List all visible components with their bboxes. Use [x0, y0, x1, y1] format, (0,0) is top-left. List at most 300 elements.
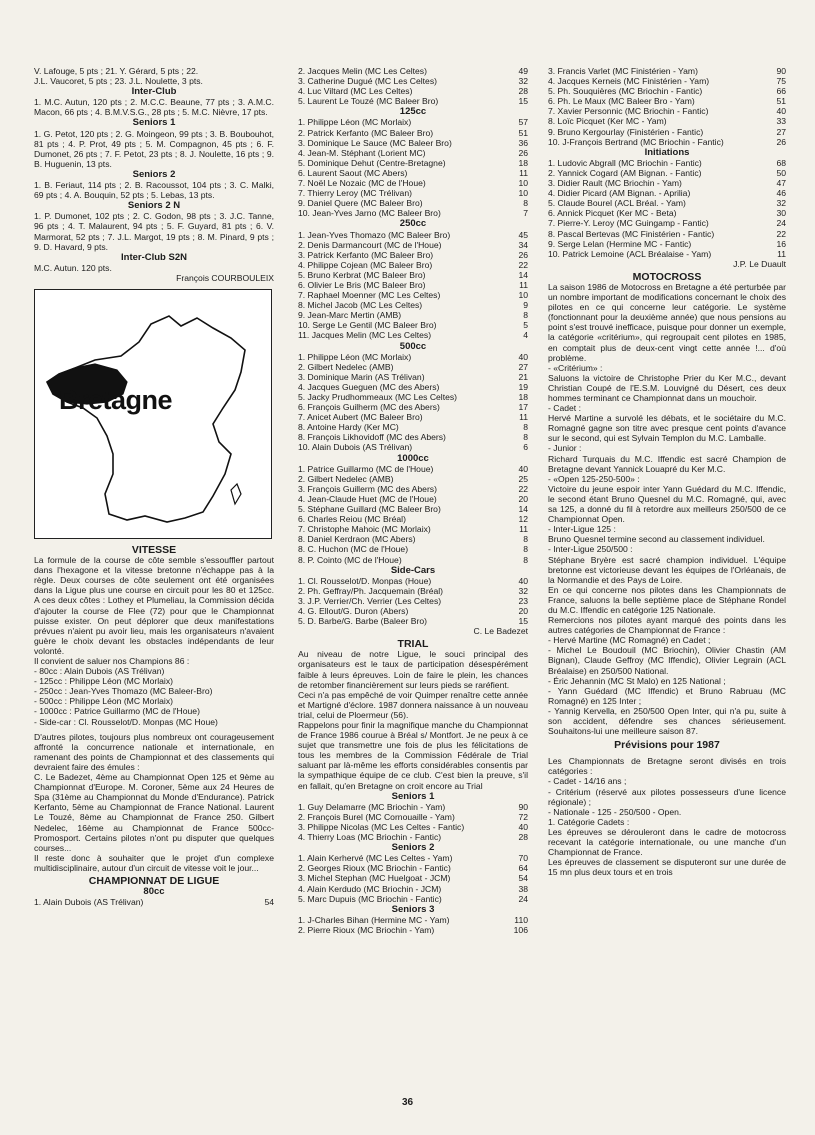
section-title-previsions-1987: Prévisions pour 1987	[614, 739, 720, 752]
result-row	[298, 352, 528, 362]
result-name: 2. Denis Darmancourt (MC de l'Houe)	[298, 239, 442, 250]
result-row	[298, 310, 528, 320]
result-name: 3. Dominique Le Sauce (MC Baleer Bro)	[298, 137, 452, 148]
motocross-paragraph: - Inter-Ligue 125 :	[548, 524, 616, 535]
result-name: 8. Antoine Hardy (Ker MC)	[298, 422, 399, 433]
result-points: 57	[518, 117, 528, 128]
result-points: 27	[518, 361, 528, 372]
result-points: 8	[523, 544, 528, 555]
heading-initiations: Initiations	[644, 146, 690, 158]
result-row	[298, 832, 528, 842]
ligue-heading-80cc: 80cc	[143, 886, 165, 898]
result-points: 18	[518, 392, 528, 402]
ligue-results-sections	[298, 107, 528, 626]
vitesse-paragraph-3: D'autres pilotes, toujours plus nombreux ont courageusement affronté la concurrence nationale et internationale, en ramenant des points de Championnat et des classements qui devraient faire des émules :	[34, 731, 274, 772]
result-points: 11	[519, 524, 528, 535]
result-name: 2. Jacques Melin (MC Les Celtes)	[298, 66, 427, 76]
trial-paragraph-3: Rappelons pour finir la magnifique manche du Championnat de France 1986 courue à Bréal s/ Montfort. Je ne peux à ce sujet que transmettre une fois de plus les félicitations de tous les membres de la Commission Fédérale de Trial saluant par là-même les efforts considérables consentis par la sympathique équipe de ce club. C'est bien la preuve, s'il en fallait, qu'en Bretagne on croit encore au Trial	[298, 720, 528, 791]
result-row	[298, 464, 528, 474]
results-heading: Side-Cars	[390, 564, 436, 576]
results-heading: 1000cc	[397, 452, 429, 464]
result-points: 15	[518, 616, 528, 627]
result-row	[548, 137, 786, 147]
result-name: 4. Luc Viltard (MC Les Celtes)	[298, 86, 413, 97]
result-points: 5	[523, 320, 528, 331]
result-points: 51	[518, 127, 528, 138]
result-points: 66	[776, 86, 786, 97]
result-row	[298, 504, 528, 514]
vitesse-paragraph-2: Il convient de saluer nos Champions 86 :	[34, 656, 190, 666]
result-points: 14	[518, 504, 528, 515]
result-name: 9. Serge Lelan (Hermine MC - Fantic)	[548, 238, 692, 249]
block-heading-seniors-1: Seniors 1	[132, 117, 176, 129]
result-row	[298, 372, 528, 382]
result-points: 90	[776, 66, 786, 76]
result-name: 2. Gilbert Nedelec (AMB)	[298, 473, 394, 484]
result-row	[298, 250, 528, 260]
block-text-inter-club-s2n: M.C. Autun. 120 pts.	[34, 262, 112, 273]
result-points: 22	[776, 228, 786, 239]
trial-seniors-3-continued	[548, 66, 786, 147]
motocross-paragraph: - Junior :	[548, 443, 582, 454]
result-points: 12	[518, 514, 528, 525]
result-name: 4. Jean-Claude Huet (MC de l'Houe)	[298, 493, 437, 504]
result-row	[548, 198, 786, 208]
motocross-paragraph: En ce qui concerne nos pilotes dans les Championnats de France, saluons la belle septième place de Stéphane Rondel du M.C. Iffendic en catégorie 125 Nationale.	[548, 584, 786, 615]
result-row	[298, 596, 528, 606]
trial-results-sections	[298, 792, 528, 935]
result-points: 28	[518, 86, 528, 97]
champion-line: - 1000cc : Patrice Guillarmo (MC de l'Houe)	[34, 706, 200, 717]
result-row	[298, 158, 528, 168]
result-row	[298, 494, 528, 504]
map-label-bretagne: Bretagne	[59, 384, 173, 415]
result-row	[548, 249, 786, 259]
result-row	[548, 96, 786, 106]
result-row	[298, 402, 528, 412]
result-points: 72	[518, 811, 528, 822]
result-name: 5. Ph. Souquières (MC Briochin - Fantic)	[548, 86, 703, 97]
result-name: 10. Serge Le Gentil (MC Baleer Bro)	[298, 320, 437, 331]
result-row	[298, 442, 528, 452]
champion-line: - 125cc : Philippe Léon (MC Morlaix)	[34, 676, 173, 687]
result-row	[298, 290, 528, 300]
result-points: 32	[518, 76, 528, 87]
motocross-paragraph: - Cadet :	[548, 403, 581, 414]
result-points: 26	[518, 147, 528, 158]
result-points: 19	[518, 381, 528, 392]
result-row	[548, 76, 786, 86]
result-row	[298, 873, 528, 883]
vitesse-paragraph-4: C. Le Badezet, 4ème au Championnat Open 125 et 9ème au Championnat d'Europe. M. Coroner, 5ème aux 24 Heures de Spa (31ème au Championnat du Monde d'Endurance). Patrick Kerfanto, 5ème au Championnat de France National. Laurent Le Touzé, 8ème au Championnat de France 250. Gilbert Nedelec, 16ème au Championnat de France 500cc-Promosport. Certains pilotes n'ont pu disputer que quelques courses...	[34, 772, 274, 853]
motocross-paragraph: Hervé Martine a survolé les débats, et le sociétaire du M.C. Romagné gagne son titre avec presque cent points d'avance sur le second, qui est Sylvain Templon du M.C. Lamballe.	[548, 413, 786, 444]
motocross-paragraph: - Éric Jehannin (MC St Malo) en 125 National ;	[548, 675, 726, 686]
ligue-80cc-continued	[298, 66, 528, 106]
trial-heading: Seniors 2	[391, 842, 435, 854]
previsions-paragraph: - Nationale - 125 - 250/500 - Open.	[548, 806, 682, 817]
result-name: 4. Jean-M. Stéphant (Lorient MC)	[298, 147, 426, 158]
result-row	[548, 208, 786, 218]
results-heading: 125cc	[399, 106, 427, 118]
result-name: 4. Philippe Cojean (MC Baleer Bro)	[298, 259, 433, 270]
result-name: 2. Ph. Geffray/Ph. Jacquemain (Bréal)	[298, 585, 444, 596]
result-name: 8. Loïc Picquet (Ker MC - Yam)	[548, 116, 667, 127]
result-name: 1. Cl. Rousselot/D. Monpas (Houe)	[298, 575, 432, 586]
result-row	[298, 188, 528, 198]
motocross-paragraph: Remercions nos pilotes ayant marqué des points dans les autres catégories de Championnat de France :	[548, 615, 786, 636]
previsions-paragraph: Les épreuves de classement se disputeront sur une durée de 15 mn plus deux tours et en trois	[548, 857, 786, 878]
result-points: 47	[776, 178, 786, 189]
champion-line: - 80cc : Alain Dubois (AS Trélivan)	[34, 666, 165, 677]
trial-paragraph-2: Ceci n'a pas empêché de voir Quimper renaître cette année et Martigné d'éclore. 1987 donnera naissance à un nouveau trial, celui de Ploermeur (56).	[298, 689, 528, 720]
result-points: 32	[776, 198, 786, 209]
result-name: 3. Dominique Marin (AS Trélivan)	[298, 371, 425, 382]
champion-line: - Side-car : Cl. Rousselot/D. Monpas (MC Houe)	[34, 716, 218, 727]
result-points: 54	[264, 897, 274, 908]
top-line-1: V. Lafouge, 5 pts ; 21. Y. Gérard, 5 pts ; 22.	[34, 66, 199, 76]
result-points: 26	[776, 136, 786, 147]
result-points: 8	[523, 422, 528, 433]
result-row	[548, 127, 786, 137]
result-row	[298, 894, 528, 904]
result-points: 50	[776, 167, 786, 178]
result-name: 4. Didier Picard (AM Bignan. - Aprilia)	[548, 188, 691, 199]
result-name: 9. Jean-Marc Mertin (AMB)	[298, 310, 402, 321]
result-row	[298, 320, 528, 330]
result-row	[298, 96, 528, 106]
trial-heading: Seniors 3	[391, 903, 435, 915]
result-points: 25	[518, 473, 528, 484]
result-points: 106	[513, 924, 528, 935]
result-points: 8	[523, 432, 528, 443]
section-title-trial: TRIAL	[397, 638, 429, 651]
result-name: 8. Daniel Kerdraon (MC Abers)	[298, 534, 416, 545]
result-points: 11	[519, 412, 528, 423]
result-row	[298, 168, 528, 178]
result-points: 20	[518, 493, 528, 504]
result-row	[548, 116, 786, 126]
result-points: 30	[776, 208, 786, 219]
section-title-championnat-ligue: CHAMPIONNAT DE LIGUE	[88, 874, 220, 887]
result-row	[298, 884, 528, 894]
result-name: 5. Claude Bourel (ACL Bréal. - Yam)	[548, 198, 686, 209]
result-row	[298, 534, 528, 544]
vitesse-paragraph-1: La formule de la course de côte semble s'essouffler partout dans l'hexagone et la vitesse bretonne n'échappe pas à la règle. Deux courses de côte seulement ont été organisées dans la Ligue plus une course en circuit pour les 80 et 125cc. A ces deux côtes : Lothey et Plumeliau, la Commission décida d'ajouter la course de Flee (72) pour que le Championnat puisse exister. On peut déplorer que deux manifestations prévues n'aient pu avoir lieu, mais les organisateurs n'avaient guère le choix devant les obstacles indépendants de leur volonté.	[34, 555, 274, 656]
result-points: 36	[518, 137, 528, 148]
result-row	[298, 86, 528, 96]
result-row	[298, 863, 528, 873]
result-points: 18	[518, 157, 528, 168]
bretagne-map-figure	[34, 289, 272, 539]
previsions-paragraph: Les épreuves se dérouleront dans le cadre de motocross recevant la catégorie internationale, ou une manche d'un Championnat de France.	[548, 826, 786, 858]
result-row	[298, 524, 528, 534]
result-name: 7. Raphael Moenner (MC Les Celtes)	[298, 290, 441, 301]
result-points: 33	[776, 116, 786, 127]
result-points: 68	[776, 157, 786, 168]
result-row	[298, 853, 528, 863]
result-name: 4. Jacques Kerneis (MC Finistérien - Yam)	[548, 76, 710, 87]
result-name: 1. Philippe Léon (MC Morlaix)	[298, 117, 412, 128]
result-name: 5. Marc Dupuis (MC Briochin - Fantic)	[298, 893, 442, 904]
result-row	[548, 239, 786, 249]
result-points: 4	[523, 330, 528, 341]
result-row	[298, 822, 528, 832]
block-text-inter-club: 1. M.C. Autun, 120 pts ; 2. M.C.C. Beaune, 77 pts ; 3. A.M.C. Macon, 66 pts ; 4. B.M.V.S.G., 28 pts ; 5. M.C. Nièvre, 17 pts.	[34, 97, 274, 118]
result-name: 2. Gilbert Nedelec (AMB)	[298, 361, 394, 372]
result-name: 6. Annick Picquet (Ker MC - Beta)	[548, 208, 677, 219]
result-name: 2. Patrick Kerfanto (MC Baleer Bro)	[298, 127, 434, 138]
result-row	[298, 544, 528, 554]
result-name: 4. Thierry Loas (MC Briochin - Fantic)	[298, 832, 442, 843]
result-row	[298, 616, 528, 626]
result-name: 7. Thierry Leroy (MC Trélivan)	[298, 188, 412, 199]
result-name: 5. Dominique Dehut (Centre-Bretagne)	[298, 157, 446, 168]
result-points: 22	[518, 483, 528, 494]
result-name: 2. Pierre Rioux (MC Briochin - Yam)	[298, 924, 435, 935]
result-points: 38	[518, 883, 528, 894]
result-name: 8. Pascal Bertevas (MC Finistérien - Fantic)	[548, 228, 715, 239]
result-row	[298, 148, 528, 158]
result-name: 3. François Guillerm (MC des Abers)	[298, 483, 437, 494]
result-row	[298, 178, 528, 188]
result-points: 8	[523, 310, 528, 321]
result-row	[298, 812, 528, 822]
result-row	[548, 66, 786, 76]
top-line-2: J.L. Vaucoret, 5 pts ; 23. J.L. Noulette, 3 pts.	[34, 76, 203, 87]
column-3	[548, 66, 786, 877]
result-row	[298, 117, 528, 127]
result-name: 7. Anicet Aubert (MC Baleer Bro)	[298, 412, 423, 423]
result-name: 7. Pierre-Y. Leroy (MC Guingamp - Fantic)	[548, 218, 709, 229]
result-points: 51	[776, 96, 786, 107]
result-points: 21	[518, 371, 528, 382]
result-row	[298, 362, 528, 372]
result-name: 10. Alain Dubois (AS Trélivan)	[298, 442, 413, 453]
result-name: 8. P. Cointo (MC de l'Houe)	[298, 554, 402, 565]
result-row	[298, 474, 528, 484]
result-points: 8	[523, 198, 528, 209]
result-row	[298, 412, 528, 422]
result-name: 5. Laurent Le Touzé (MC Baleer Bro)	[298, 96, 439, 107]
result-name: 1. Patrice Guillarmo (MC de l'Houe)	[298, 463, 434, 474]
result-name: 4. Alain Kerdudo (MC Briochin - JCM)	[298, 883, 442, 894]
result-name: 3. Michel Stephan (MC Huelgoat - JCM)	[298, 873, 451, 884]
result-points: 10	[518, 178, 528, 189]
block-heading-inter-club: Inter-Club	[131, 86, 177, 98]
motocross-paragraph: Bruno Quesnel termine second au classement individuel.	[548, 534, 765, 545]
result-points: 40	[518, 351, 528, 362]
result-row	[298, 260, 528, 270]
result-points: 11	[519, 279, 528, 290]
result-row	[298, 915, 528, 925]
result-points: 110	[514, 914, 528, 925]
result-row	[298, 128, 528, 138]
block-heading-seniors-2n: Seniors 2 N	[127, 200, 181, 212]
result-points: 54	[518, 873, 528, 884]
result-row	[298, 555, 528, 565]
result-row	[548, 178, 786, 188]
result-points: 22	[518, 259, 528, 270]
result-points: 32	[518, 585, 528, 596]
column-2	[298, 66, 528, 935]
result-points: 11	[519, 167, 528, 178]
result-row	[298, 76, 528, 86]
motocross-paragraph: - Michel Le Boudouil (MC Briochin), Olivier Chastin (AM Bignan), Claude Geffroy (MC Iffendic), Olivier Legrain (ACL Bréalaise) en 250/500 National.	[548, 645, 786, 676]
result-name: 6. Charles Reiou (MC Bréal)	[298, 514, 406, 525]
previsions-paragraph: - Cadet - 14/16 ans ;	[548, 776, 627, 787]
result-row	[548, 229, 786, 239]
result-row	[548, 168, 786, 178]
block-heading-inter-club-s2n: Inter-Club S2N	[121, 251, 187, 263]
result-row	[298, 382, 528, 392]
result-points: 90	[518, 801, 528, 812]
motocross-paragraph: - Inter-Ligue 250/500 :	[548, 544, 633, 555]
result-name: 4. G. Ellout/G. Duron (Abers)	[298, 605, 409, 616]
result-points: 11	[777, 248, 786, 259]
result-row	[548, 218, 786, 228]
result-name: 3. J.P. Verrier/Ch. Verrier (Les Celtes)	[298, 595, 442, 606]
result-name: 7. Noël Le Nozaic (MC de l'Houe)	[298, 178, 426, 189]
result-row	[298, 280, 528, 290]
vitesse-paragraph-5: Il reste donc à souhaiter que le projet d'un complexe multidisciplinaire, autour d'un circuit de vitesse voit le jour...	[34, 852, 274, 873]
result-name: 10. Jean-Yves Jarno (MC Baleer Bro)	[298, 208, 441, 219]
result-row	[298, 138, 528, 148]
result-name: 1. Jean-Yves Thomazo (MC Baleer Bro)	[298, 229, 451, 240]
result-points: 7	[523, 208, 528, 219]
column-1	[34, 66, 274, 907]
motocross-paragraph: - Yann Guédard (MC Iffendic) et Bruno Rabruau (MC Romagné) en 125 Inter ;	[548, 685, 786, 706]
result-name: 8. Michel Jacob (MC Les Celtes)	[298, 300, 423, 311]
result-row	[548, 86, 786, 96]
result-name: 3. Didier Rault (MC Briochin - Yam)	[548, 178, 682, 189]
result-row	[298, 432, 528, 442]
result-row	[548, 158, 786, 168]
initiations-results	[548, 158, 786, 259]
result-name: 3. Francis Varlet (MC Finistérien - Yam)	[548, 66, 698, 76]
result-row	[298, 802, 528, 812]
result-points: 27	[776, 126, 786, 137]
previsions-paragraph: Les Championnats de Bretagne seront divisés en trois catégories :	[548, 756, 786, 777]
motocross-paragraph: - «Open 125-250-500» :	[548, 473, 640, 484]
motocross-paragraph: Richard Turquais du M.C. Iffendic est sacré Champion de Bretagne devant Yannick Louapré du Ker M.C.	[548, 453, 786, 474]
motocross-paragraph: Saluons la victoire de Christophe Prier du Ker M.C., devant Christian Coupé de l'E.S.M. Louvigné du Désert, ces deux hommes terminant ce Championnat dans un mouchoir.	[548, 372, 786, 403]
result-row	[298, 208, 528, 218]
result-points: 45	[518, 229, 528, 240]
result-name: 4. Jacques Gueguen (MC des Abers)	[298, 381, 440, 392]
section-title-motocross: MOTOCROSS	[632, 270, 702, 283]
result-points: 8	[523, 534, 528, 545]
result-name: 7. Xavier Personnic (MC Briochin - Fantic)	[548, 106, 709, 117]
result-row	[548, 106, 786, 116]
motocross-paragraph: Victoire du jeune espoir inter Yann Guédard du M.C. Iffendic, le second étant Bruno Quesnel du M.C. Romagné, qui, avec sa 125, a donné du fil à retordre aux meilleurs 250/500 de ce Championnat Open.	[548, 483, 786, 525]
result-row	[548, 188, 786, 198]
block-heading-seniors-2: Seniors 2	[132, 168, 176, 180]
result-name: 1. J-Charles Bihan (Hermine MC - Yam)	[298, 914, 450, 925]
result-row	[298, 576, 528, 586]
result-row	[298, 270, 528, 280]
result-points: 8	[523, 554, 528, 565]
result-points: 9	[523, 300, 528, 311]
result-points: 40	[518, 575, 528, 586]
trial-paragraph-1: Au niveau de notre Ligue, le souci principal des organisateurs est le taux de participation désespérément faible à leurs épreuves. Loin de faire le plein, les chances de retomber financièrement sur leurs pieds se raréfient.	[298, 649, 528, 690]
motocross-paragraph: Stéphane Bryère est sacré champion individuel. L'équipe bretonne est victorieuse devant les équipes de l'Orléanais, de la Normandie et des Pays de Loire.	[548, 554, 786, 585]
result-points: 16	[776, 238, 786, 249]
motocross-paragraph: La saison 1986 de Motocross en Bretagne a été perturbée par un nombre important de modifications concernant le choix des pilotes en ce qui concerne leur catégorie. Le système (fonctionnant pour la deuxième année) que nous pensions au point s'est trouvé inefficace, puisque pour donner un exemple, la catégorie «critérium», qui regroupait cent pilotes en 1985, en comptait plus de deux-cent vingt cette année !... d'où problème.	[548, 281, 786, 363]
champion-line: - 500cc : Philippe Léon (MC Morlaix)	[34, 696, 173, 707]
result-name: 9. Bruno Kergourlay (Finistérien - Fantic)	[548, 126, 704, 137]
block-text-seniors-1: 1. G. Petot, 120 pts ; 2. G. Moingeon, 99 pts ; 3. B. Boubouhot, 81 pts ; 4. P. Prot, 49 pts ; 5. M. Compagnon, 45 pts ; 6. F. Dumonet, 26 pts ; 7. F. Petot, 23 pts ; 8. J. Noulette, 16 pts ; 9. B. Huguenin, 13 pts.	[34, 128, 274, 169]
result-points: 17	[518, 402, 528, 413]
previsions-paragraph: - Critérium (réservé aux pilotes possesseurs d'une licence régionale) ;	[548, 786, 786, 807]
result-name: 3. Catherine Dugué (MC Les Celtes)	[298, 76, 437, 87]
result-name: 5. Stéphane Guillard (MC Baleer Bro)	[298, 504, 441, 515]
result-row	[298, 198, 528, 208]
signature-le-duault: J.P. Le Duault	[733, 258, 786, 269]
result-name: 1. Guy Delamarre (MC Briochin - Yam)	[298, 801, 446, 812]
result-name: 8. François Likhovidoff (MC des Abers)	[298, 432, 446, 443]
result-name: 9. Daniel Quere (MC Baleer Bro)	[298, 198, 423, 209]
result-points: 10	[518, 290, 528, 301]
result-name: 10. J-François Bertrand (MC Briochin - Fantic)	[548, 136, 724, 147]
previsions-text	[548, 756, 786, 877]
result-points: 40	[518, 821, 528, 832]
signature-le-badezet: C. Le Badezet	[473, 626, 528, 637]
result-name: 5. D. Barbe/G. Barbe (Baleer Bro)	[298, 616, 427, 627]
result-row	[298, 66, 528, 76]
result-name: 2. Yannick Cogard (AM Bignan. - Fantic)	[548, 167, 702, 178]
result-points: 46	[776, 188, 786, 199]
champion-line: - 250cc : Jean-Yves Thomazo (MC Baleer-Bro)	[34, 686, 213, 697]
result-points: 20	[518, 605, 528, 616]
result-points: 24	[518, 893, 528, 904]
page-number: 36	[401, 1097, 414, 1108]
result-points: 75	[776, 76, 786, 87]
result-points: 23	[518, 595, 528, 606]
result-name: 6. François Guilherm (MC des Abers)	[298, 402, 440, 413]
result-points: 49	[518, 66, 528, 76]
trial-heading: Seniors 1	[391, 790, 435, 802]
signature-courbouleix: François COURBOULEIX	[176, 272, 274, 283]
result-row	[298, 392, 528, 402]
result-name: 1. Alain Dubois (AS Trélivan)	[34, 897, 144, 908]
results-heading: 500cc	[399, 340, 427, 352]
result-name: 6. Laurent Saout (MC Abers)	[298, 167, 408, 178]
result-name: 1. Philippe Léon (MC Morlaix)	[298, 351, 412, 362]
result-row	[298, 925, 528, 935]
result-row	[298, 300, 528, 310]
result-name: 1. Alain Kerhervé (MC Les Celtes - Yam)	[298, 853, 453, 864]
result-row	[298, 586, 528, 596]
result-points: 34	[518, 239, 528, 250]
result-points: 10	[518, 188, 528, 199]
result-name: 10. Patrick Lemoine (ACL Bréalaise - Yam)	[548, 248, 712, 259]
result-name: 11. Jacques Melin (MC Les Celtes)	[298, 330, 432, 341]
motocross-text	[548, 282, 786, 736]
result-row	[298, 422, 528, 432]
result-name: 2. François Burel (MC Cornouaille - Yam)	[298, 811, 455, 822]
result-row	[298, 514, 528, 524]
result-row	[34, 897, 274, 907]
result-name: 2. Georges Rioux (MC Briochin - Fantic)	[298, 863, 451, 874]
result-points: 14	[518, 269, 528, 280]
result-points: 24	[776, 218, 786, 229]
result-points: 70	[518, 853, 528, 864]
result-points: 40	[518, 463, 528, 474]
result-name: 6. Ph. Le Maux (MC Baleer Bro - Yam)	[548, 96, 695, 107]
motocross-paragraph: - Yannig Kervella, en 250/500 Open Inter, qui n'a pu, suite à son accident, défendre ses chances sérieusement. Souhaitons-lui une meilleure saison 87.	[548, 705, 786, 737]
result-row	[298, 240, 528, 250]
result-row	[298, 606, 528, 616]
